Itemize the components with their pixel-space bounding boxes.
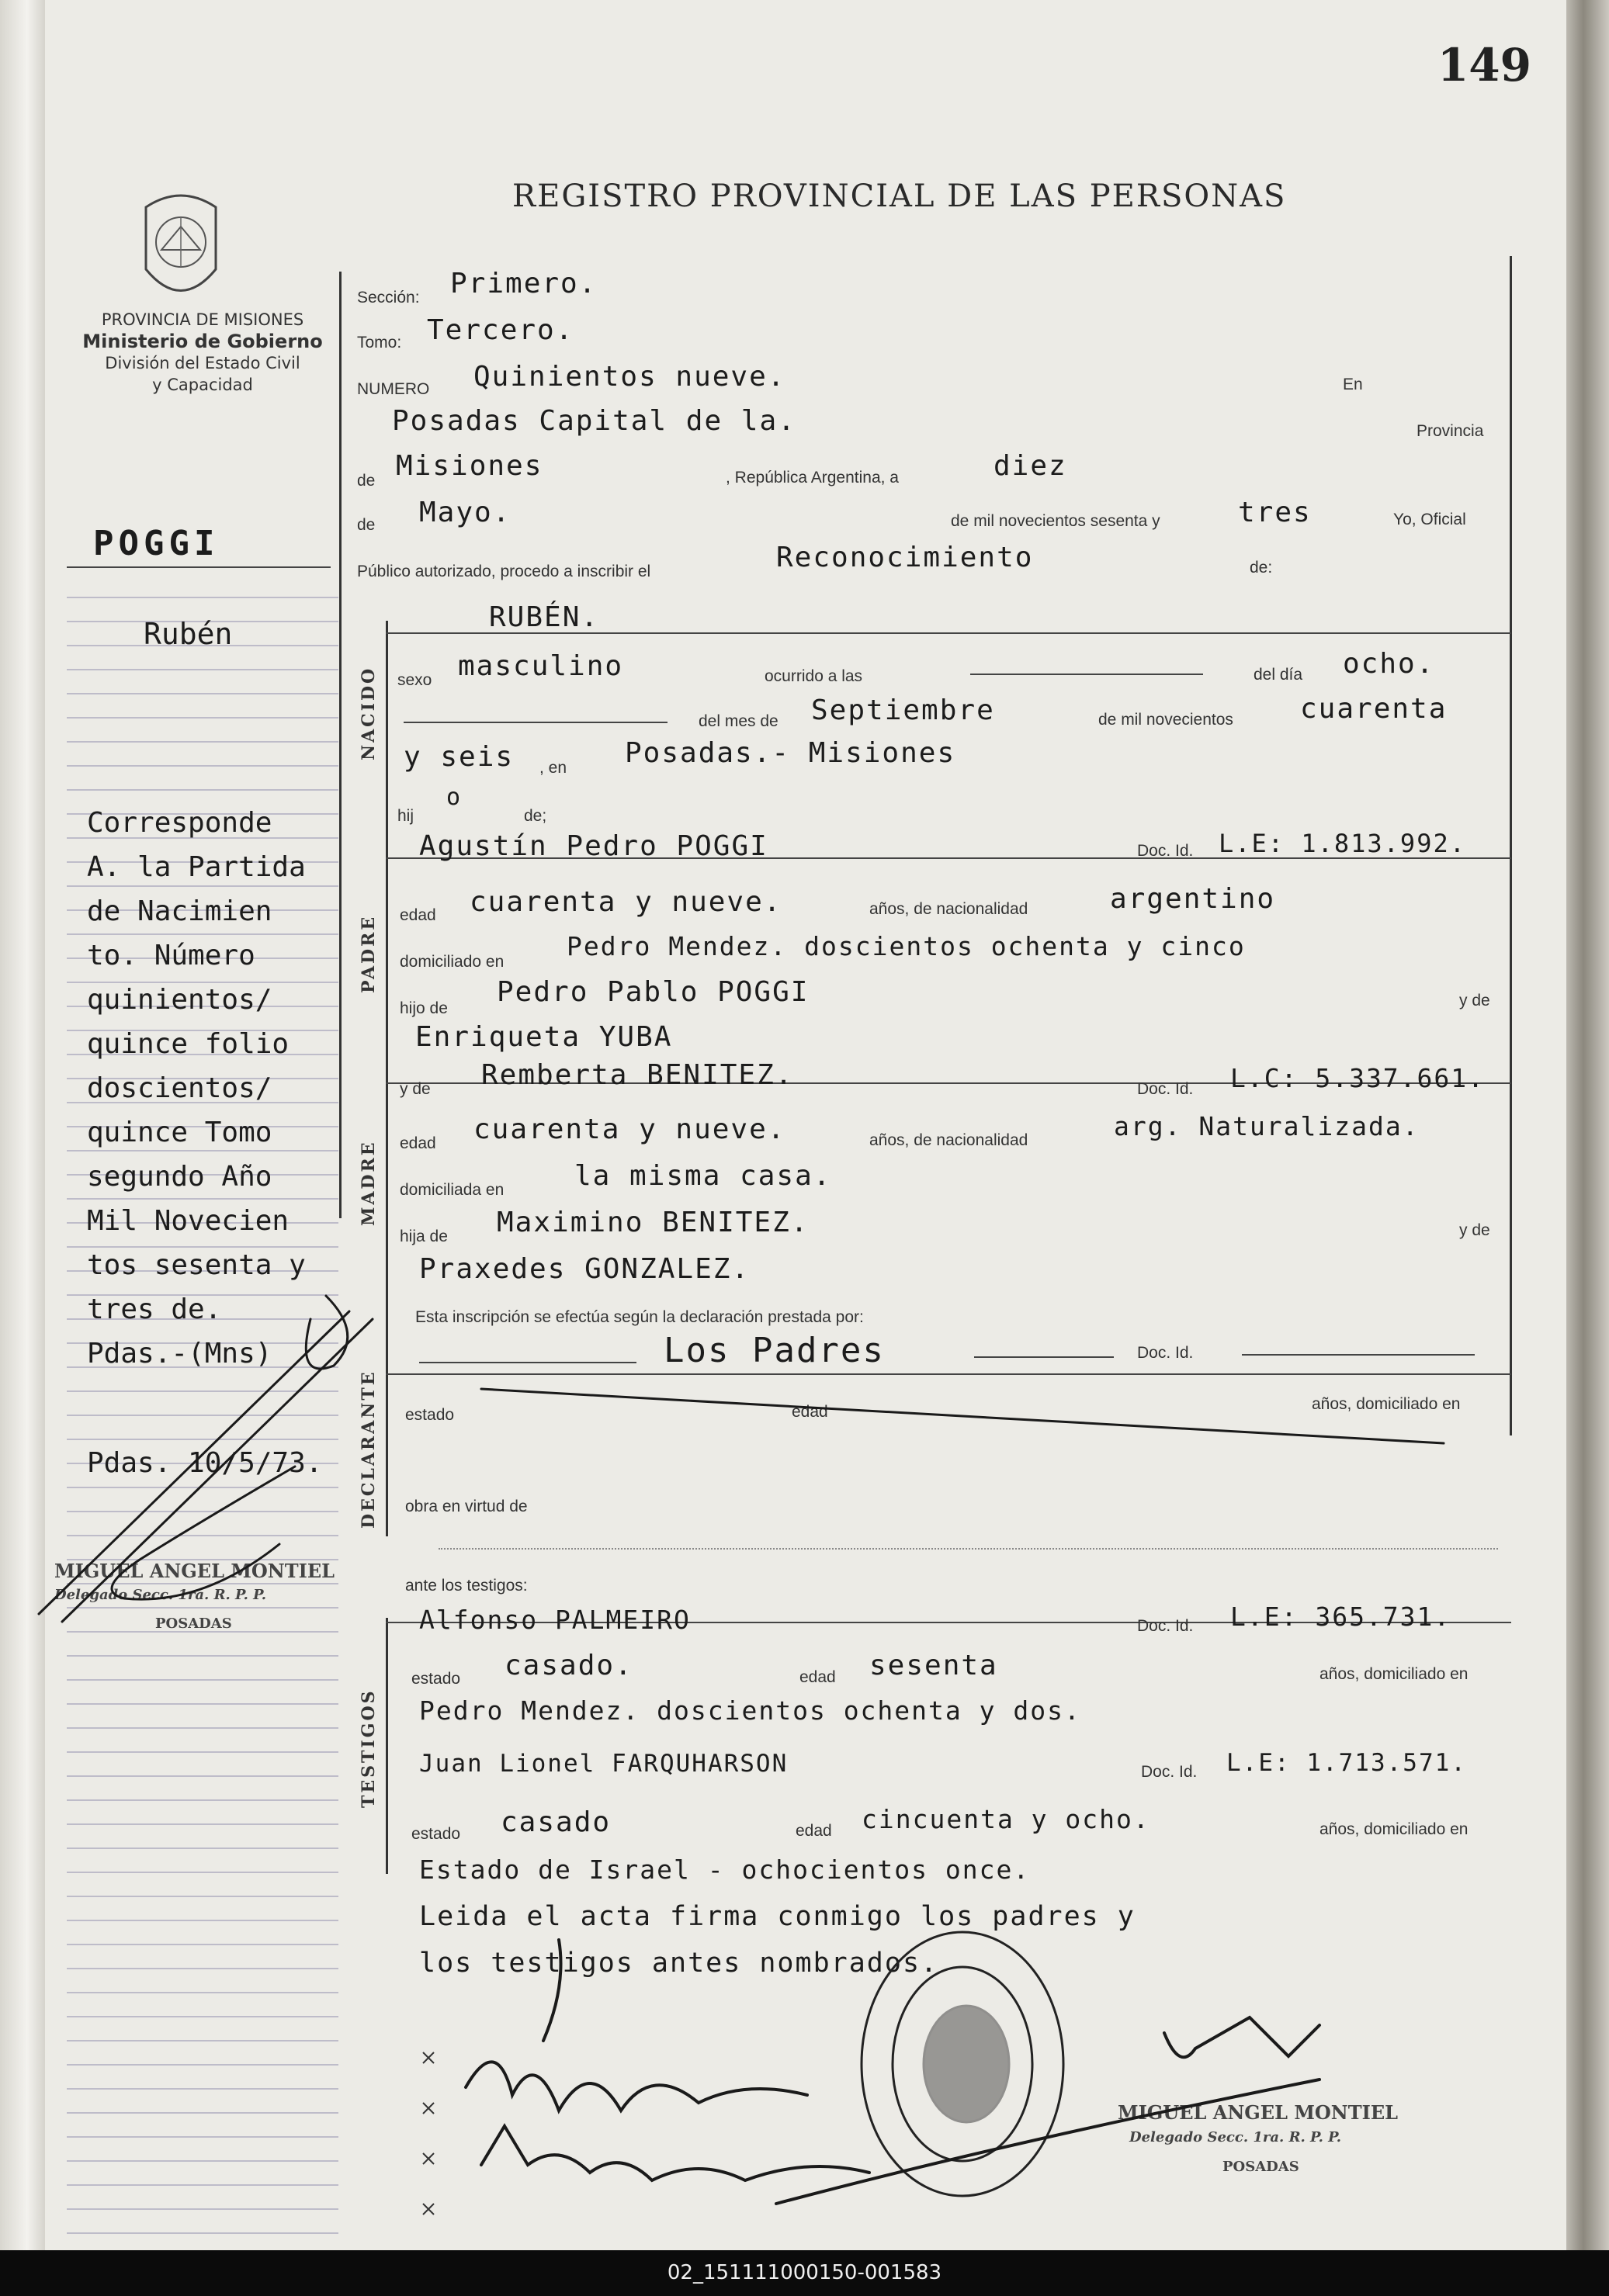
value-madre-doc: L.C: 5.337.661. bbox=[1230, 1063, 1486, 1093]
label-numero: NUMERO bbox=[357, 380, 430, 398]
stamp-right-role: Delegado Secc. 1ra. R. P. P. bbox=[1129, 2129, 1341, 2145]
stamp-right-city: POSADAS bbox=[1222, 2159, 1299, 2175]
label-obra: obra en virtud de bbox=[405, 1498, 528, 1515]
label-del-mes: del mes de bbox=[699, 712, 778, 730]
label-hija-de: hija de bbox=[400, 1228, 448, 1245]
label-anos-dom-testigo2: años, domiciliado en bbox=[1319, 1820, 1469, 1838]
value-testigo1-estado: casado. bbox=[505, 1650, 633, 1681]
ministry-line1: PROVINCIA DE MISIONES bbox=[101, 310, 304, 329]
value-declarante: Los Padres bbox=[664, 1331, 885, 1370]
margin-note-line: Corresponde bbox=[87, 807, 272, 839]
margin-surname: POGGI bbox=[93, 524, 220, 563]
value-anio-nac1: cuarenta bbox=[1300, 693, 1448, 725]
label-y-de-madre2: y de bbox=[1459, 1221, 1490, 1239]
value-seccion: Primero. bbox=[450, 268, 598, 300]
label-de-mil: de mil novecientos sesenta y bbox=[951, 512, 1160, 530]
value-mes-nac: Septiembre bbox=[811, 694, 995, 726]
label-sexo: sexo bbox=[397, 671, 432, 689]
value-hij-suffix: o bbox=[446, 784, 463, 811]
margin-note-line: de Nacimien bbox=[87, 895, 272, 927]
label-doc-testigo1: Doc. Id. bbox=[1137, 1617, 1194, 1635]
label-doc-madre: Doc. Id. bbox=[1137, 1080, 1194, 1098]
value-dia-nac: ocho. bbox=[1343, 648, 1435, 680]
label-provincia: Provincia bbox=[1417, 422, 1484, 440]
margin-note-line: quince folio bbox=[87, 1028, 290, 1060]
page-number: 149 bbox=[1437, 39, 1531, 92]
side-label-testigos: TESTIGOS bbox=[359, 1688, 379, 1808]
label-publico: Público autorizado, procedo a inscribir el bbox=[357, 563, 651, 580]
margin-note-line: tres de. bbox=[87, 1293, 222, 1325]
label-en-nac: , en bbox=[539, 759, 567, 777]
value-mes: Mayo. bbox=[419, 497, 511, 528]
label-anos-dom-declarante: años, domiciliado en bbox=[1312, 1395, 1461, 1413]
label-doc-declarante: Doc. Id. bbox=[1137, 1344, 1194, 1362]
label-edad-testigo2: edad bbox=[796, 1822, 832, 1840]
label-ocurrido: ocurrido a las bbox=[765, 667, 863, 685]
value-testigo2: Juan Lionel FARQUHARSON bbox=[419, 1750, 789, 1778]
label-tomo: Tomo: bbox=[357, 334, 402, 351]
label-republica: , República Argentina, a bbox=[726, 469, 899, 487]
label-esta-inscripcion: Esta inscripción se efectúa según la declaración prestada por: bbox=[415, 1308, 864, 1326]
label-hij: hij bbox=[397, 807, 414, 825]
side-label-padre: PADRE bbox=[359, 914, 379, 993]
margin-note-line: Mil Novecien bbox=[87, 1205, 290, 1237]
value-madre-dom: la misma casa. bbox=[574, 1160, 832, 1192]
label-edad-padre: edad bbox=[400, 906, 436, 924]
value-lugar: Posadas Capital de la. bbox=[392, 405, 796, 437]
stamp-right-name: MIGUEL ANGEL MONTIEL bbox=[1118, 2101, 1398, 2124]
archive-code-footer: 02_151111000150-001583 bbox=[0, 2250, 1609, 2296]
value-acto: Reconocimiento bbox=[776, 542, 1034, 573]
value-dia: diez bbox=[993, 450, 1067, 482]
witness-x-marks-icon bbox=[423, 2052, 434, 2215]
declarante-strike-icon bbox=[481, 1389, 1444, 1443]
value-abuela-m: Praxedes GONZALEZ. bbox=[419, 1253, 751, 1285]
registry-title: REGISTRO PROVINCIAL DE LAS PERSONAS bbox=[512, 178, 1287, 214]
stamp-left-name: MIGUEL ANGEL MONTIEL bbox=[54, 1560, 335, 1582]
closing-line-2: los testigos antes nombrados. bbox=[419, 1948, 939, 1979]
closing-line-1: Leida el acta firma conmigo los padres y bbox=[419, 1901, 1136, 1932]
ministry-line3: División del Estado Civil bbox=[105, 354, 300, 372]
margin-note-line: to. Número bbox=[87, 940, 255, 971]
value-anio-nac2: y seis bbox=[404, 741, 515, 773]
margin-note-line: A. la Partida bbox=[87, 851, 306, 883]
value-testigo2-doc: L.E: 1.713.571. bbox=[1226, 1749, 1467, 1777]
label-estado-testigo1: estado bbox=[411, 1670, 461, 1688]
value-padre-dom: Pedro Mendez. doscientos ochenta y cinco bbox=[567, 931, 1246, 961]
value-testigo1: Alfonso PALMEIRO bbox=[419, 1605, 691, 1635]
ministry-line2: Ministerio de Gobierno bbox=[82, 331, 323, 352]
value-padre-nac: argentino bbox=[1110, 883, 1276, 915]
stamp-left-role: Delegado Secc. 1ra. R. P. P. bbox=[54, 1587, 266, 1603]
label-de-colon: de: bbox=[1250, 559, 1273, 577]
value-padre-edad: cuarenta y nueve. bbox=[470, 886, 782, 918]
label-de-mil-nac: de mil novecientos bbox=[1098, 711, 1233, 729]
ministry-line4: y Capacidad bbox=[152, 376, 253, 394]
value-madre-nombre: Remberta BENITEZ. bbox=[481, 1059, 794, 1091]
value-provincia: Misiones bbox=[396, 450, 543, 482]
label-en: En bbox=[1343, 376, 1363, 393]
label-yo-oficial: Yo, Oficial bbox=[1393, 511, 1466, 528]
margin-note-line: doscientos/ bbox=[87, 1072, 272, 1104]
margin-note-line: quinientos/ bbox=[87, 984, 272, 1016]
value-anio: tres bbox=[1238, 497, 1312, 528]
value-testigo1-dom: Pedro Mendez. doscientos ochenta y dos. bbox=[419, 1695, 1081, 1726]
value-nombre: RUBÉN. bbox=[489, 601, 600, 633]
label-ante-testigos: ante los testigos: bbox=[405, 1577, 528, 1595]
label-edad-testigo1: edad bbox=[799, 1668, 836, 1686]
value-numero: Quinientos nueve. bbox=[473, 361, 786, 393]
margin-signature-icon bbox=[39, 1296, 373, 1622]
label-del-dia: del día bbox=[1254, 666, 1303, 684]
margin-date: Pdas. 10/5/73. bbox=[87, 1447, 323, 1479]
value-testigo2-estado: casado bbox=[501, 1806, 612, 1838]
label-hijo-de: hijo de bbox=[400, 999, 448, 1017]
label-de: de bbox=[357, 472, 376, 490]
value-tomo: Tercero. bbox=[427, 314, 574, 346]
label-seccion: Sección: bbox=[357, 289, 420, 306]
value-abuela: Enriqueta YUBA bbox=[415, 1021, 673, 1053]
value-madre-edad: cuarenta y nueve. bbox=[473, 1113, 786, 1145]
label-anos-dom-testigo1: años, domiciliado en bbox=[1319, 1665, 1469, 1683]
margin-note-line: tos sesenta y bbox=[87, 1249, 306, 1281]
margin-given-name: Rubén bbox=[144, 617, 233, 651]
value-testigo2-dom: Estado de Israel - ochocientos once. bbox=[419, 1854, 1031, 1885]
value-sexo: masculino bbox=[458, 650, 624, 682]
value-abuelo-m: Maximino BENITEZ. bbox=[497, 1207, 810, 1238]
label-edad-declarante: edad bbox=[792, 1403, 828, 1421]
value-testigo2-edad: cincuenta y ocho. bbox=[862, 1804, 1150, 1834]
label-estado-declarante: estado bbox=[405, 1406, 455, 1424]
label-doc-padre: Doc. Id. bbox=[1137, 842, 1194, 860]
value-testigo1-edad: sesenta bbox=[869, 1650, 998, 1681]
label-doc-testigo2: Doc. Id. bbox=[1141, 1763, 1198, 1781]
label-nac-madre: años, de nacionalidad bbox=[869, 1131, 1028, 1149]
value-lugar-nac: Posadas.- Misiones bbox=[625, 737, 956, 769]
side-label-madre: MADRE bbox=[359, 1140, 379, 1226]
value-padre-doc: L.E: 1.813.992. bbox=[1219, 829, 1466, 858]
label-de-mes: de bbox=[357, 516, 376, 534]
label-y-de-padre: y de bbox=[1459, 992, 1490, 1009]
stamp-left-city: POSADAS bbox=[155, 1616, 232, 1632]
value-madre-nac: arg. Naturalizada. bbox=[1114, 1111, 1420, 1141]
label-domiciliado-padre: domiciliado en bbox=[400, 953, 505, 971]
margin-note-line: Pdas.-(Mns) bbox=[87, 1338, 272, 1370]
value-padre-nombre: Agustín Pedro POGGI bbox=[419, 830, 768, 862]
value-abuelo: Pedro Pablo POGGI bbox=[497, 976, 810, 1008]
label-nac-padre: años, de nacionalidad bbox=[869, 900, 1028, 918]
side-label-nacido: NACIDO bbox=[359, 666, 379, 760]
label-y-de-madre: y de bbox=[400, 1080, 431, 1098]
value-testigo1-doc: L.E: 365.731. bbox=[1230, 1602, 1451, 1632]
side-label-declarante: DECLARANTE bbox=[359, 1370, 379, 1529]
label-de-hij: de; bbox=[524, 807, 547, 825]
margin-note-line: segundo Año bbox=[87, 1161, 272, 1193]
margin-note-line: quince Tomo bbox=[87, 1117, 272, 1148]
label-domiciliada-madre: domiciliada en bbox=[400, 1181, 505, 1199]
label-edad-madre: edad bbox=[400, 1134, 436, 1152]
label-estado-testigo2: estado bbox=[411, 1825, 461, 1843]
